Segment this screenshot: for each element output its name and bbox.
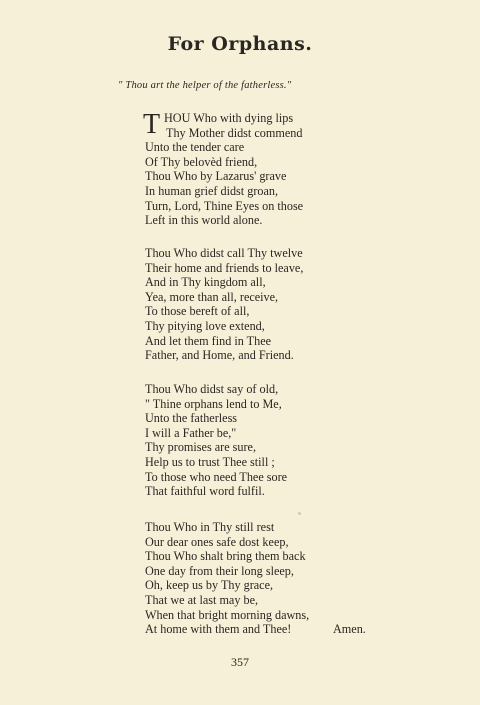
stanza-line: Unto the fatherless (145, 411, 238, 426)
stanza-line: To those bereft of all, (145, 304, 250, 319)
stanza-line: To those who need Thee sore (145, 469, 288, 484)
stanza-line: Left in this world alone. (145, 213, 263, 228)
stanza-4 (145, 520, 309, 637)
stanza-line: Oh, keep us by Thy grace, (145, 578, 274, 593)
stanza-1 (145, 111, 303, 228)
stanza-line: One day from their long sleep, (145, 563, 294, 578)
drop-cap: T (143, 109, 161, 140)
stanza-line: Thy Mother didst commend (166, 125, 303, 140)
stanza-line: That faithful word fulfil. (145, 484, 265, 499)
stanza-line: Turn, Lord, Thine Eyes on those (145, 198, 304, 213)
stanza-line: Thou Who in Thy still rest (145, 520, 275, 534)
stanza-line: Father, and Home, and Friend. (145, 348, 294, 363)
stanza-line: Thou Who by Lazarus' grave (145, 169, 287, 184)
stanza-line: Unto the tender care (145, 140, 245, 155)
stanza-line: Thy promises are sure, (145, 440, 257, 455)
stanza-line: " Thine orphans lend to Me, (145, 396, 282, 411)
stanza-line: Help us to trust Thee still ; (145, 454, 275, 469)
amen-text: Amen. (333, 622, 366, 636)
paper-speck (298, 512, 301, 515)
stanza-line: I will a Father be," (145, 425, 237, 440)
stanza-line: Thou Who didst call Thy twelve (145, 246, 303, 260)
stanza-line: Their home and friends to leave, (145, 260, 304, 275)
stanza-3 (145, 382, 287, 499)
stanza-2 (145, 246, 303, 363)
stanza-line: Thou Who shalt bring them back (145, 549, 306, 564)
epigraph: " Thou art the helper of the fatherless." (118, 80, 292, 91)
stanza-line: And in Thy kingdom all, (145, 275, 266, 290)
stanza-line: When that bright morning dawns, (145, 607, 310, 622)
stanza-line: Of Thy belovèd friend, (145, 154, 258, 169)
stanza-line: Thou Who didst say of old, (145, 382, 279, 396)
page-number: 357 (231, 655, 249, 669)
stanza-line: Yea, more than all, receive, (145, 289, 279, 304)
stanza-line: At home with them and Thee! (145, 622, 292, 637)
stanza-line: HOU Who with dying lips (164, 111, 294, 125)
stanza-line: And let them find in Thee (145, 333, 272, 348)
stanza-line: In human grief didst groan, (145, 183, 279, 198)
stanza-line: That we at last may be, (145, 592, 259, 607)
stanza-line: Thy pitying love extend, (145, 318, 265, 333)
hymn-title: For Orphans. (167, 33, 313, 55)
stanza-line: Our dear ones safe dost keep, (145, 534, 289, 549)
